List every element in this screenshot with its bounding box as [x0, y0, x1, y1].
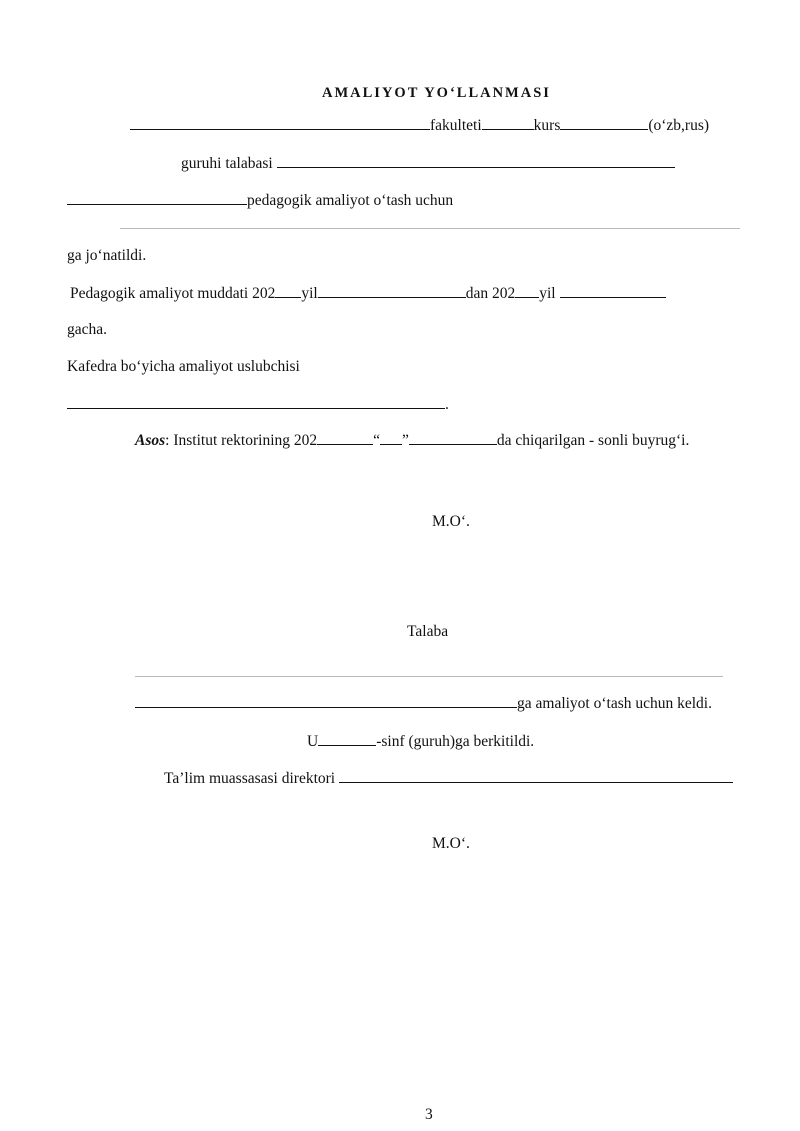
- group-student-label: guruhi talabasi: [181, 155, 273, 172]
- order-rest-text: da chiqarilgan - sonli buyrug‘i.: [496, 432, 690, 449]
- duration-line: [70, 285, 666, 303]
- basis-label: Asos: [135, 432, 166, 449]
- close-quote: ”: [402, 432, 409, 449]
- course-label: kurs: [533, 117, 561, 134]
- course-blank[interactable]: [482, 129, 534, 130]
- stamp-mark-2: M.O‘.: [432, 835, 470, 852]
- practice-line: [67, 192, 453, 210]
- order-year-blank[interactable]: [317, 444, 373, 445]
- faculty-line: [130, 117, 709, 135]
- order-month-blank[interactable]: [409, 444, 497, 445]
- end-date-blank[interactable]: [560, 297, 666, 298]
- faculty-label: fakulteti: [430, 117, 482, 134]
- class-line: [307, 733, 534, 751]
- methodist-label: Kafedra bo‘yicha amaliyot uslubchisi: [67, 358, 300, 375]
- methodist-dot: .: [445, 396, 449, 413]
- group-line: [181, 155, 675, 173]
- language-blank[interactable]: [560, 129, 648, 130]
- student-name-blank[interactable]: [277, 167, 675, 168]
- start-year-blank[interactable]: [275, 297, 301, 298]
- student-heading: Talaba: [407, 623, 449, 640]
- year-label-1: yil: [301, 285, 318, 302]
- order-day-blank[interactable]: [380, 444, 402, 445]
- student-name-line: [135, 676, 723, 677]
- until-text: gacha.: [67, 321, 108, 338]
- language-label: (o‘zb,rus): [648, 117, 710, 134]
- class-blank[interactable]: [318, 745, 376, 746]
- basis-text: : Institut rektorining 202: [165, 432, 318, 449]
- basis-line: [135, 432, 689, 450]
- director-blank[interactable]: [339, 782, 733, 783]
- year-label-2: yil: [539, 285, 556, 302]
- faculty-blank[interactable]: [130, 129, 430, 130]
- director-label: Ta’lim muassasasi direktori: [164, 770, 336, 787]
- class-text: -sinf (guruh)ga berkitildi.: [376, 733, 535, 750]
- duration-prefix: Pedagogik amaliyot muddati 202: [70, 285, 276, 302]
- methodist-blank[interactable]: [67, 408, 445, 409]
- start-date-blank[interactable]: [318, 297, 466, 298]
- stamp-mark-1: M.O‘.: [432, 513, 470, 530]
- sent-text: ga jo‘natildi.: [67, 247, 147, 264]
- practice-place-blank[interactable]: [67, 204, 247, 205]
- arrival-text: ga amaliyot o‘tash uchun keldi.: [517, 695, 712, 712]
- page-number: 3: [425, 1106, 433, 1123]
- methodist-line: [67, 396, 449, 414]
- end-year-blank[interactable]: [515, 297, 539, 298]
- arrival-line: [135, 695, 712, 713]
- open-quote: “: [373, 432, 381, 449]
- from-label: dan 202: [465, 285, 516, 302]
- page-title: AMALIYOT YO‘LLANMASI: [322, 85, 551, 101]
- divider-line: [120, 228, 740, 229]
- class-prefix: U: [307, 733, 319, 750]
- arrival-place-blank[interactable]: [135, 707, 517, 708]
- director-line: [164, 770, 733, 788]
- practice-text: pedagogik amaliyot o‘tash uchun: [247, 192, 454, 209]
